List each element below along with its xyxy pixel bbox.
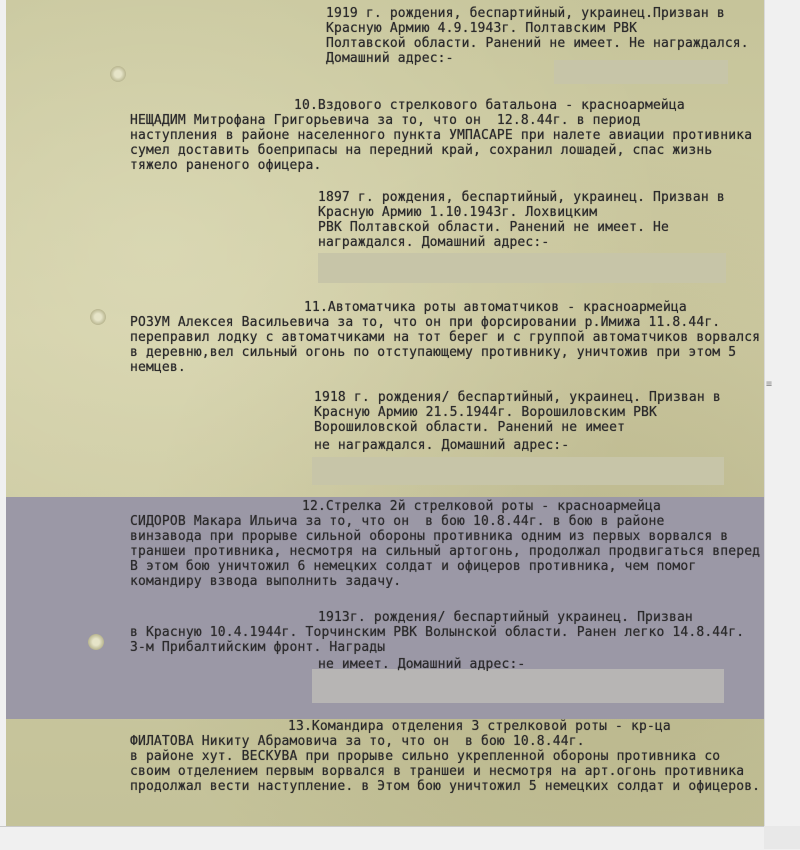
status-bar	[0, 826, 800, 850]
text-line: 11.Автоматчика роты автоматчиков - красноармейца	[304, 300, 687, 315]
punch-hole	[110, 66, 126, 82]
text-line: винзавода при прорыве сильной обороны противника одним из первых ворвался в траншеи противника, несмотря на сильный артогонь, продолжал продвигаться вперед В этом бою уничтожил 6 немецких солдат и офицеров противника, чем помог командиру взвода выполнить задачу.	[130, 529, 761, 589]
scanned-document-page	[6, 0, 764, 826]
text-line: в районе хут. ВЕСКУВА при прорыве сильно укрепленной обороны противника со своим отделением первым ворвался в траншеи и несмотря на арт.огонь противника продолжал вести наступление. в Этом бою уничтожил 5 немецких солдат и офицеров.	[130, 749, 761, 794]
text-line: 10.Вздового стрелкового батальона - красноармейца	[294, 98, 685, 113]
text-line: наступления в районе населенного пункта УМПАСАРЕ при налете авиации противника сумел доставить боеприпасы на передний край, сохранил лошадей, спас жизнь тяжело раненого офицера.	[130, 128, 753, 173]
redacted-address	[318, 253, 726, 283]
punch-hole	[88, 634, 104, 650]
text-line: 1897 г. рождения, беспартийный, украинец. Призван в Красную Армию 1.10.1943г. Лохвицким	[318, 190, 725, 220]
text-line: СИДОРОВ Макара Ильича за то, что он в бою 10.8.44г. в бою в районе	[130, 514, 665, 529]
text-line: 1918 г. рождения/ беспартийный, украинец. Призван в Красную Армию 21.5.1944г. Ворошиловским РВК Ворошиловской области. Ранений не имеет	[314, 390, 721, 435]
redacted-address	[312, 669, 724, 703]
text-line: не награждался. Домашний адрес:-	[314, 438, 570, 453]
text-line: 13.Командира отделения 3 стрелковой роты - кр-ца	[288, 719, 671, 734]
scrollbar-grip-icon[interactable]: ≡	[766, 379, 773, 390]
text-line: 1913г. рождения/ беспартийный украинец. Призван	[318, 610, 693, 625]
scrollbar-corner	[764, 826, 800, 849]
vertical-scrollbar[interactable]	[764, 0, 800, 826]
text-line: 1919 г. рождения, беспартийный, украинец.Призван в Красную Армию 4.9.1943г. Полтавским РВК	[326, 6, 725, 36]
text-line: не имеет. Домашний адрес:-	[318, 657, 526, 672]
text-line: Полтавской области. Ранений не имеет. Не награждался. Домашний адрес:-	[326, 36, 749, 66]
punch-hole	[90, 309, 106, 325]
text-line: 12.Стрелка 2й стрелковой роты - красноармейца	[302, 499, 661, 514]
text-line: НЕЩАДИМ Митрофана Григорьевича за то, что он 12.8.44г. в период	[130, 113, 641, 128]
redacted-address	[312, 457, 724, 485]
text-line: ФИЛАТОВА Никиту Абрамовича за то, что он в бою 10.8.44г.	[130, 734, 585, 749]
text-line: РОЗУМ Алексея Васильевича за то, что он при форсировании р.Имижа 11.8.44г. переправил лодку с автоматчиками на тот берег и с группой автоматчиков ворвался в деревню,вел сильный огонь по отступающему противнику, уничтожив при этом 5 немцев.	[130, 315, 761, 375]
text-line: РВК Полтавской области. Ранений не имеет. Не награждался. Домашний адрес:-	[318, 220, 669, 250]
text-line: в Красную 10.4.1944г. Торчинским РВК Волынской области. Ранен легко 14.8.44г. 3-м Прибалтийским фронт. Награды	[130, 625, 745, 655]
